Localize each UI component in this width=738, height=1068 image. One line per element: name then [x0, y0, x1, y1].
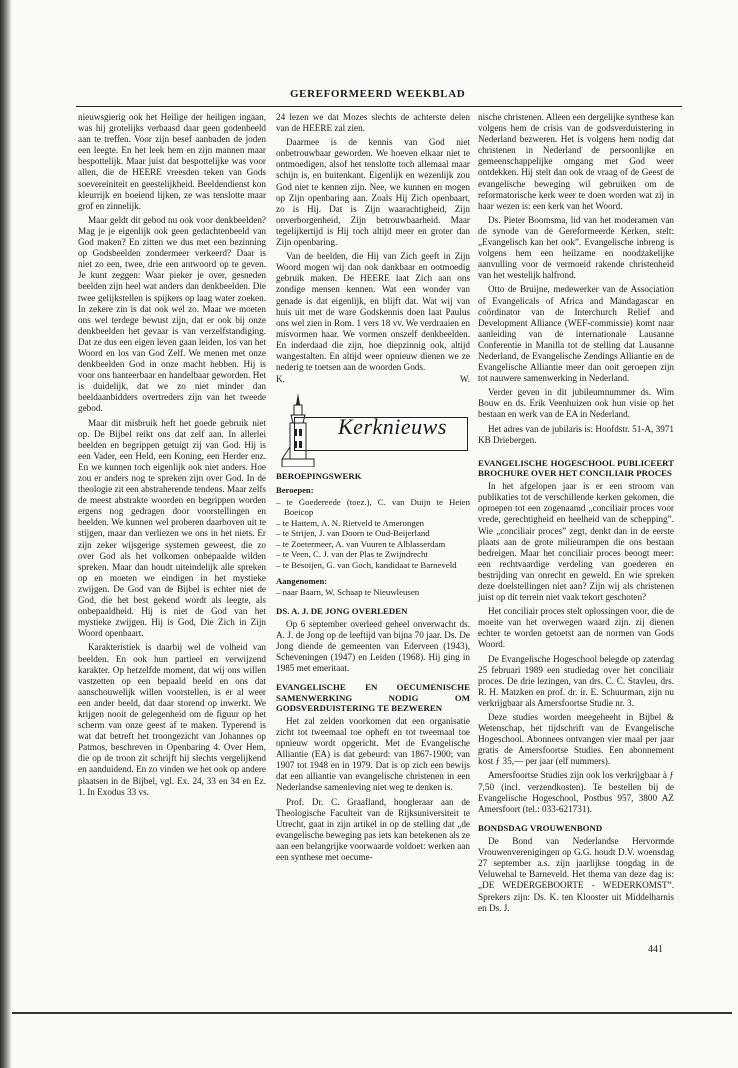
section-heading: BONDSDAG VROUWENBOND: [478, 822, 603, 833]
section-heading: BEROEPINGSWERK: [276, 471, 362, 482]
article-paragraph: 24 lezen we dat Mozes slechts de achterste delen van de HEERE zal zien.: [276, 112, 470, 134]
publication-title: GEREFORMEERD WEEKBLAD: [290, 88, 466, 100]
article-paragraph: Prof. Dr. C. Graafland, hoogleraar aan de Theologische Faculteit van de Rijksuniversiteit te Utrecht, gaat in zijn artikel in op de stelling dat „de evangelische beweging pas iets kan betekenen als ze aan een belangrijke voorwaarde voldoet: werken aan een synthese met oecume-: [276, 796, 470, 863]
list-item: – naar Baarn, W. Schaap te Nieuwleusen: [276, 587, 470, 598]
article-paragraph: nische christenen. Alleen een dergelijke synthese kan volgens hem de crisis van de godsverduistering in Nederland bezweren. Het is volgens hem nodig dat christenen in Nederland de persoonlijke en gemeenschappelijke omgang met God weer ontdekken. Hij stelt dan ook de vraag of de Geest de evangelische beweging wil gebruiken om de reformatorische kerk weer te doen worden wat zij in haar wezen is: een kerk van het Woord.: [478, 112, 674, 211]
list-item: – te Zoetermeer, A. van Vuuren te Alblasserdam: [276, 539, 470, 550]
article-paragraph: Maar geldt dit gebod nu ook voor denkbeelden? Mag je je eigenlijk ook geen gedachtenbeeld van God maken? En zitten we dus met een bezinning op Godsbeelden zondermeer verkeerd? Daar is niet zo een, twee, drie een antwoord op te geven. Je kunt zeggen: Waar pieker je over, gesneden beelden zijn heel wat anders dan denkbeelden. Die twee gelijkstellen is spijkers op laag water zoeken. In zekere zin is dat ook wel zo. Maar we moeten ons wel terdege bewust zijn, dat er ook bij onze denkbeelden het gevaar is van verzelfstandiging. Dat ze dus een eigen leven gaan leiden, los van het Woord en los van God Zelf. We menen met onze denkbeelden God in onze macht hebben. Hij is voor ons hanteerbaar en handelbaar geworden. Het is duidelijk, dat we zo niet minder dan beeldaanbidders overtreders zijn van het tweede gebod.: [78, 214, 266, 414]
column-2: [276, 112, 470, 866]
bottom-divider: [12, 1012, 732, 1014]
article-paragraph: In het afgelopen jaar is er een stroom van publikaties tot de verschillende kerken gekomen, die oproepen tot een zogenaamd „conciliair proces voor vrede, gerechtigheid en heelheid van de schepping”. Wie „conciliair proces” zegt, denkt dan in de eerste plaats aan de grote milieurampen die ons bestaan bedreigen. Maar het conciliair proces beoogt meer: een rechtvaardige verdeling van goederen en bestrijding van onrecht en geweld. En wie spreken deze doelstellingen niet aan? Zijn wij als christenen juist op dit terrein niet vaak tekort geschoten?: [478, 481, 674, 603]
article-paragraph: Verder geven in dit jubileumnummer ds. Wim Bouw en ds. Erik Veenhuizen ook hun visie op het bestaan en werk van de EA in Nederland.: [478, 387, 674, 420]
list-item: – te Strijen, J. van Doorn te Oud-Beijerland: [276, 528, 470, 539]
section-heading: EVANGELISCHE HOGESCHOOL PUBLICEERT BROCHURE OVER HET CONCILIAIR PROCES: [478, 457, 674, 478]
article-paragraph: Het conciliair proces stelt oplossingen voor, die de moeite van het overwegen waard zijn. zij dienen echter te worden getoetst aan de normen van Gods Woord.: [478, 606, 674, 650]
list-item: – te Veen, C. J. van der Plas te Zwijndrecht: [276, 549, 470, 560]
aangenomen-list: [276, 587, 470, 598]
section-heading: DS. A. J. DE JONG OVERLEDEN: [276, 605, 408, 616]
article-paragraph: nieuwsgierig ook het Heilige der heiligen ingaan, was hij grotelijks verbaasd daar geen godenbeeld aan te treffen. Voor zijn besef aanbaden de joden een leegte. En het leek hem en zijn mannen maar bespottelijk. Maar juist dat bespottelijke was voor allen, die de HEERE vreesden teken van Gods soevereiniteit en geestelijkheid. Beeldendienst kon kleurrijk en boeiend lijken, ze was tenslotte maar grof en zinnelijk.: [78, 112, 266, 211]
list-item: – te Goedereede (toez.), C. van Duijn te Heien Boeicop: [276, 497, 470, 518]
beroepen-list: [276, 497, 470, 571]
signature-initial-right: W.: [459, 374, 470, 385]
article-paragraph: De Evangelische Hogeschool belegde op zaterdag 25 februari 1989 een studiedag over het conciliair proces. De drie lezingen, van drs. C. C. Stavleu, drs. R. H. Matzken en prof. dr. ir. E. Schuurman, zijn nu verkrijgbaar als Amersfoortse Studie nr. 3.: [478, 653, 674, 708]
kerknieuws-banner: [276, 391, 470, 467]
header-divider: [76, 106, 682, 107]
article-paragraph: Daarmee is de kennis van God niet onbetrouwbaar geworden. We hoeven elkaar niet te ontmoedigen, alsof het tenslotte toch allemaal maar schijn is, en buitenkant. Eigenlijk en wezenlijk zou God niet te kennen zijn. Nee, we kunnen en mogen op Zijn openbaring aan. Zoals Hij Zich openbaart, zo is Hij. Dat is Zijn waarachtigheid, Zijn onverborgenheid, Zijn betrouwbaarheid. Maar tegelijkertijd is Hij toch altijd meer en groter dan Zijn openbaring.: [276, 137, 470, 248]
article-paragraph: Maar dit misbruik heft het goede gebruik niet op. De Bijbel reikt ons dat zelf aan. In allerlei beelden en begrippen getuigt zij van God. Hij is een Vader, een Held, een Koning, een Herder enz. En we kunnen toch eigenlijk ook niet anders. Hoe zou er anders nog te spreken zijn over God. In de theologie zit een abstraherende tendens. Maar zelfs de meest abstrakte woorden en begrippen worden ergens nog gedragen door voorstellingen en beelden. We kunnen wel proberen daarboven uit te stijgen, maar dan verliezen we ons in het niets. Er zijn zeker wijsgerige systemen geweest, die zo over God als het volkomen onbepaalde wilden spreken. Maar dan houdt uiteindelijk alle spreken op en moeten we eindigen in het mystieke zwijgen. De God van de Bijbel is echter niet de God, die het best gekend wordt als leegte, als onbepaaldheid. Hij is niet de God van het mystieke zwijgen. Hij is God, Die Zich in Zijn Woord openbaart.: [78, 417, 267, 639]
page-edge-shadow: [0, 0, 12, 1068]
article-paragraph: Karakteristiek is daarbij wel de volheid van beelden. En ook hun partieel en verwijzend karakter. Op hetzelfde moment, dat wij ons willen vastzetten op een bepaald beeld en ons dat aanschouwelijk willen voorstellen, is er al weer een ander beeld, dat daar storend op inwerkt. We krijgen nooit de gelegenheid om de figuur op het scherm van onze geest af te maken. Typerend is wat dat betreft het troongezicht van Johannes op Patmos, beschreven in Openbaring 4. Over Hem, die op de troon zit schrijft hij slechts vergelijkend en aanduidend. En zo vinden we het ook op andere plaatsen in de Bijbel, vgl. Ex. 24, 33 en 34 en Ez. 1. In Exodus 33 vs.: [78, 642, 266, 797]
article-paragraph: Op 6 september overleed geheel onverwacht ds. A. J. de Jong op de leeftijd van bijna 70 jaar. Ds. De Jong diende de gemeenten van Ederveen (1943), Scheveningen (1947) en Leiden (1968). Hij ging in 1985 met emeritaat.: [276, 618, 470, 674]
subheading-aangenomen: Aangenomen:: [276, 576, 328, 587]
author-signature: [276, 374, 470, 385]
page-number: 441: [648, 944, 663, 955]
article-paragraph: Van de beelden, die Hij van Zich geeft in Zijn Woord mogen wij dan ook dankbaar en ootmoedig gebruik maken. De HEERE laat Zich aan ons zondige mensen kennen. Wat een wonder van genade is dat eigenlijk, en blijft dat. Wat wij van huis uit met de ware Godskennis doen laat Paulus ons wel zien in Rom. 1 vers 18 vv. We verdraaien en misvormen haar. We vormen onszelf denkbeelden. En inderdaad die zijn, hoe diepzinnig ook, altijd wangestalten. En altijd weer opnieuw dienen we ze nederig te toetsen aan de woorden Gods.: [276, 251, 470, 373]
article-paragraph: Het adres van de jubilaris is: Hoofdstr. 51-A, 3971 KB Driebergen.: [478, 423, 674, 445]
article-paragraph: Otto de Bruijne, medewerker van de Association of Evangelicals of Africa and Mandagascar en coördinator van de Interchurch Relief and Development Alliance (WEF-commissie) komt naar aanleiding van de internationale Lausanne Conferentie in Manilla tot de stelling dat Lausanne Nederland, de Evangelische Zendings Alliantie en de Evangelische Alliantie meer dan ooit geroepen zijn tot nauwere samenwerking in Nederland.: [478, 284, 674, 384]
article-paragraph: Amersfoortse Studies zijn ook los verkrijgbaar à ƒ 7,50 (incl. verzendkosten). Te bestellen bij de Evangelische Hogeschool, Postbus 957, 3800 AZ Amersfoort (tel.: 033-621731).: [478, 770, 674, 814]
subheading-beroepen: Beroepen:: [276, 485, 314, 496]
article-paragraph: Deze studies worden meegeheeht in Bijbel & Wetenschap, het tijdschrift van de Evangelische Hogeschool. Abonnees ontvangen vier maal per jaar gratis de Amersfoortse Studies. Een abonnement kost ƒ 35,— per jaar (elf nummers).: [478, 712, 674, 767]
column-3: [478, 112, 674, 917]
column-1: [78, 112, 266, 801]
article-paragraph: De Bond van Nederlandse Hervormde Vrouwenverenigingen op G.G. houdt D.V. woensdag 27 september a.s. zijn jaarlijkse toogdag in de Veluwehal te Barneveld. Het thema van deze dag is: „DE WEDERGEBOORTE - WEDERKOMST”. Sprekers zijn: Ds. K. ten Klooster uit Middelharnis en Ds. J.: [478, 836, 674, 913]
section-heading: EVANGELISCHE EN OECUMENISCHE SAMENWERKING NODIG OM GODSVERDUISTERING TE BEZWEREN: [276, 682, 470, 713]
article-paragraph: Ds. Pieter Boomsma, lid van het moderamen van de synode van de Gereformeerde Kerken, stelt: „Evangelisch kan het ook”. Evangelische inbreng is volgens hem een heilzame en noodzakelijke aanvulling voor de vermoeid rakende christenheid van het westelijk halfrond.: [478, 214, 674, 281]
section-title: Kerknieuws: [338, 414, 447, 440]
signature-initial-left: K.: [276, 374, 285, 385]
list-item: – te Hattem, A. N. Rietveld te Amerongen: [276, 518, 470, 529]
list-item: – te Besoijen, G. van Goch, kandidaat te Barneveld: [276, 560, 470, 571]
article-paragraph: Het zal zelden voorkomen dat een organisatie zicht tot tweemaal toe opheft en tot tweemaal toe opnieuw wordt opgericht. Met de Evangelische Alliantie (EA) is dat gebeurd: van 1867-1900; van 1907 tot 1948 en in 1979. Dat is op zich een bewijs dat een alliantie van evangelische christenen in een Nederlandse samenleving niet weg te denken is.: [276, 715, 470, 793]
